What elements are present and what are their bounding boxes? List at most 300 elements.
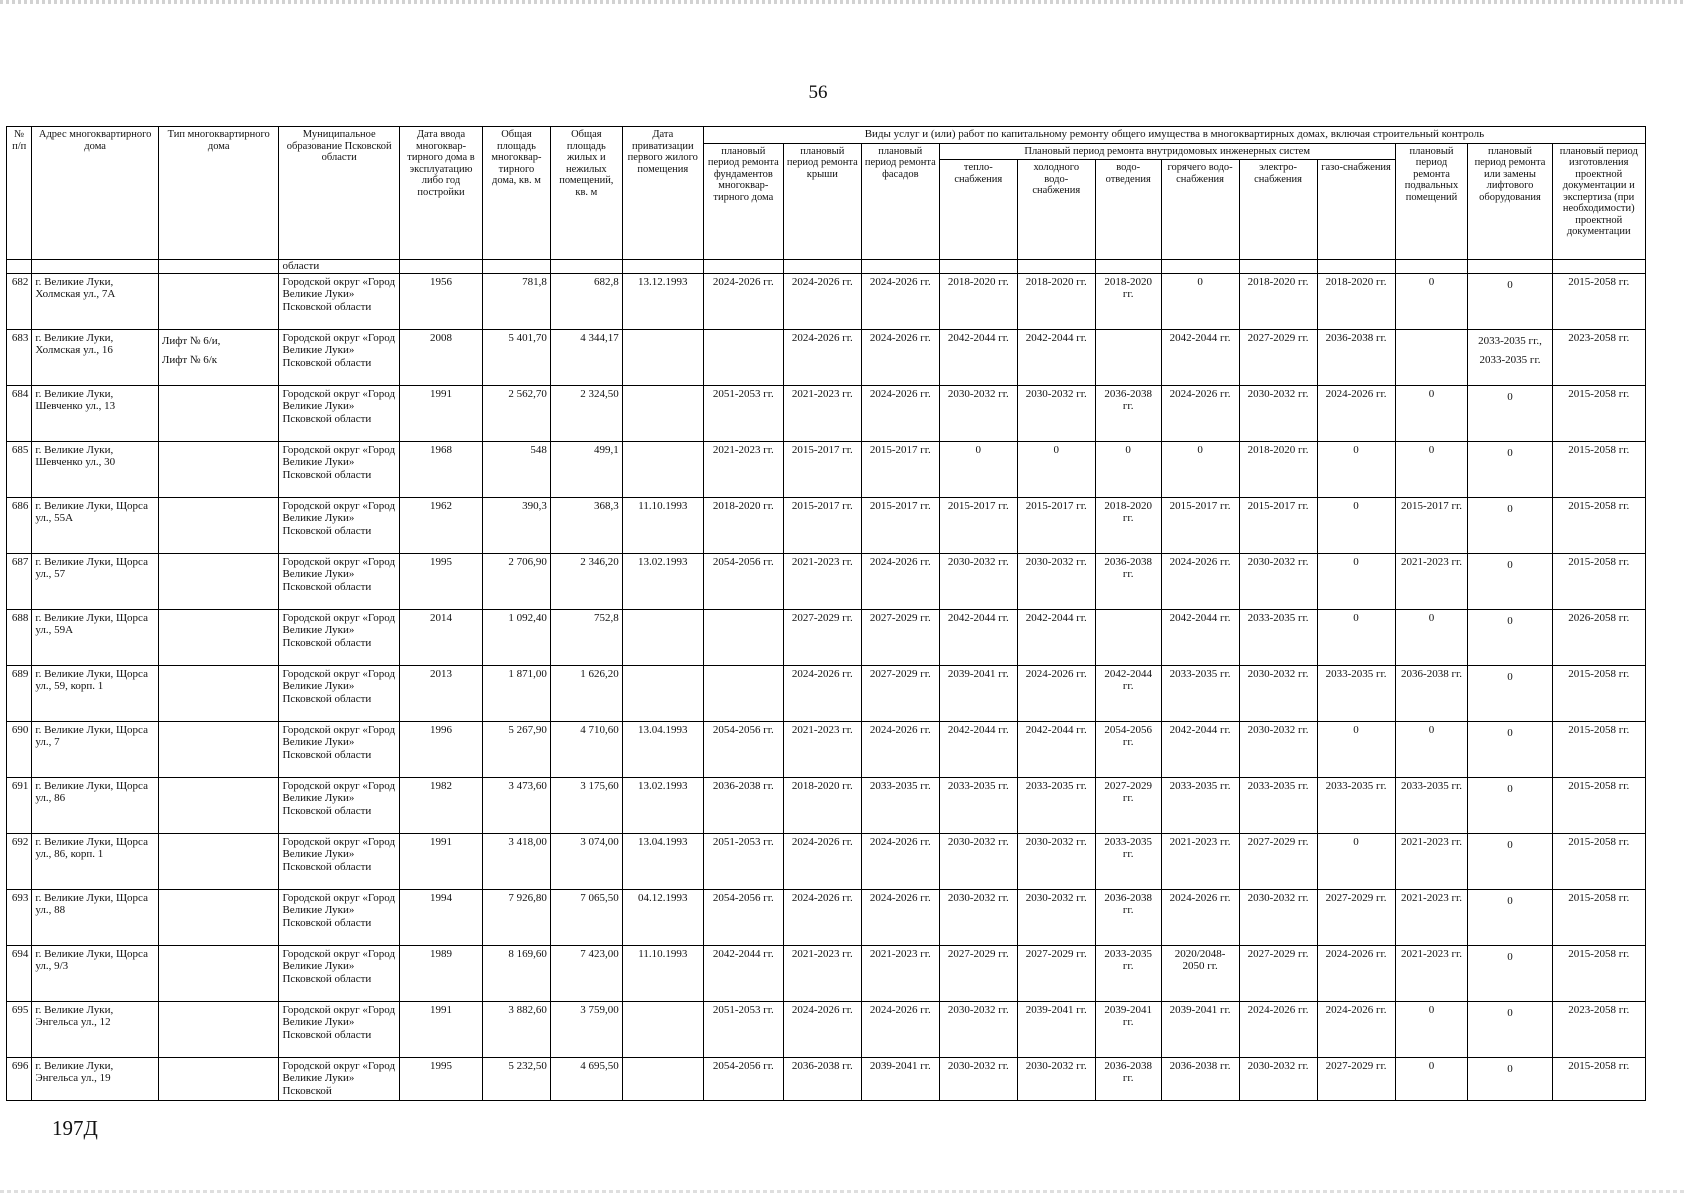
header-electric: электро-снабжения <box>1239 160 1317 260</box>
cell-year: 2014 <box>399 609 482 665</box>
cell-foundation: 2036-2038 гг. <box>703 777 783 833</box>
cell-foundation <box>703 665 783 721</box>
cell-total-area: 5 401,70 <box>483 329 551 385</box>
cell-gas: 2027-2029 гг. <box>1317 889 1395 945</box>
cell-basement: 0 <box>1395 273 1468 329</box>
cell-privatization-date <box>622 385 703 441</box>
cell-municipality: Городской округ «Город Великие Луки» Псковской области <box>279 553 400 609</box>
cell-roof: 2024-2026 гг. <box>783 329 861 385</box>
continuation-row <box>7 260 1646 274</box>
cell-address: г. Великие Луки, Холмская ул., 16 <box>32 329 159 385</box>
cell-electric: 2033-2035 гг. <box>1239 777 1317 833</box>
cell-roof: 2015-2017 гг. <box>783 497 861 553</box>
cell-municipality: Городской округ «Город Великие Луки» Псковской области <box>279 777 400 833</box>
table-row <box>7 609 1646 665</box>
cell-privatization-date: 11.10.1993 <box>622 945 703 1001</box>
table-row <box>7 665 1646 721</box>
cell-hot-water: 2024-2026 гг. <box>1161 553 1239 609</box>
table-row <box>7 721 1646 777</box>
cell-roof: 2018-2020 гг. <box>783 777 861 833</box>
cell-facade: 2024-2026 гг. <box>861 329 939 385</box>
cell-facade: 2024-2026 гг. <box>861 721 939 777</box>
cell-heat: 2030-2032 гг. <box>939 1001 1017 1057</box>
cell-gas: 2027-2029 гг. <box>1317 1057 1395 1100</box>
header-cold-water: холодного водо-снабжения <box>1017 160 1095 260</box>
cell-elevator-line: 0 <box>1507 446 1513 459</box>
cell-roof: 2027-2029 гг. <box>783 609 861 665</box>
header-living-area: Общая площадь жилых и нежилых помещений, кв. м <box>550 127 622 260</box>
cell-roof: 2021-2023 гг. <box>783 721 861 777</box>
header-gas: газо-снабжения <box>1317 160 1395 260</box>
cell-address: г. Великие Луки, Энгельса ул., 19 <box>32 1057 159 1100</box>
cell-year: 1991 <box>399 833 482 889</box>
cell-total-area: 1 092,40 <box>483 609 551 665</box>
cell-num: 690 <box>7 721 32 777</box>
cell-cold-water: 2027-2029 гг. <box>1017 945 1095 1001</box>
cell-num: 692 <box>7 833 32 889</box>
cell-electric: 2030-2032 гг. <box>1239 385 1317 441</box>
cell-design-docs: 2015-2058 гг. <box>1552 665 1645 721</box>
cell-hot-water: 2042-2044 гг. <box>1161 329 1239 385</box>
cell-electric: 2027-2029 гг. <box>1239 945 1317 1001</box>
cell-sewer: 2018-2020 гг. <box>1095 273 1161 329</box>
cell-total-area: 8 169,60 <box>483 945 551 1001</box>
cell-gas: 0 <box>1317 441 1395 497</box>
cell-elevator-line: 0 <box>1507 670 1513 683</box>
cell-facade: 2024-2026 гг. <box>861 385 939 441</box>
cell-address: г. Великие Луки, Щорса ул., 86, корп. 1 <box>32 833 159 889</box>
cell-type <box>158 329 279 385</box>
cell-municipality: Городской округ «Город Великие Луки» Псковской области <box>279 441 400 497</box>
cell-electric: 2018-2020 гг. <box>1239 273 1317 329</box>
cell-elevator <box>1468 945 1552 1001</box>
cell-num: 695 <box>7 1001 32 1057</box>
cell-privatization-date: 13.12.1993 <box>622 273 703 329</box>
cell-elevator-line: 0 <box>1507 950 1513 963</box>
table-row <box>7 833 1646 889</box>
cell-privatization-date <box>622 1001 703 1057</box>
cell-hot-water: 2042-2044 гг. <box>1161 721 1239 777</box>
cell-hot-water: 2024-2026 гг. <box>1161 385 1239 441</box>
cell-year: 1995 <box>399 1057 482 1100</box>
cell-sewer: 2036-2038 гг. <box>1095 385 1161 441</box>
header-systems-group: Плановый период ремонта внутридомовых инженерных систем <box>939 143 1395 160</box>
scan-edge-top <box>0 0 1686 4</box>
cell-foundation: 2054-2056 гг. <box>703 889 783 945</box>
cell-roof: 2015-2017 гг. <box>783 441 861 497</box>
cell-gas: 2024-2026 гг. <box>1317 1001 1395 1057</box>
cell-foundation: 2054-2056 гг. <box>703 721 783 777</box>
cell-sewer: 2036-2038 гг. <box>1095 889 1161 945</box>
cell-gas: 0 <box>1317 833 1395 889</box>
cell-facade: 2024-2026 гг. <box>861 889 939 945</box>
cell-heat: 2042-2044 гг. <box>939 721 1017 777</box>
cell-municipality: Городской округ «Город Великие Луки» Псковской области <box>279 497 400 553</box>
table-row <box>7 1001 1646 1057</box>
cell-elevator-line: 0 <box>1507 558 1513 571</box>
cell-facade: 2021-2023 гг. <box>861 945 939 1001</box>
cell-electric: 2033-2035 гг. <box>1239 609 1317 665</box>
cell-hot-water: 2021-2023 гг. <box>1161 833 1239 889</box>
cell-basement: 0 <box>1395 441 1468 497</box>
cell-living-area: 2 324,50 <box>550 385 622 441</box>
cell-facade: 2027-2029 гг. <box>861 665 939 721</box>
cell-cold-water: 2039-2041 гг. <box>1017 1001 1095 1057</box>
header-sewer: водо-отведения <box>1095 160 1161 260</box>
header-total-area: Общая площадь многоквар-тирного дома, кв. м <box>483 127 551 260</box>
cell-elevator-line: 0 <box>1507 278 1513 291</box>
cell-heat: 2030-2032 гг. <box>939 385 1017 441</box>
cell-hot-water: 2039-2041 гг. <box>1161 1001 1239 1057</box>
cell-num: 691 <box>7 777 32 833</box>
cell-electric: 2030-2032 гг. <box>1239 721 1317 777</box>
cell-type <box>158 609 279 665</box>
cell-cold-water: 2033-2035 гг. <box>1017 777 1095 833</box>
cell-living-area: 7 065,50 <box>550 889 622 945</box>
cell-address: г. Великие Луки, Шевченко ул., 13 <box>32 385 159 441</box>
cell-total-area: 3 418,00 <box>483 833 551 889</box>
cell-living-area: 4 695,50 <box>550 1057 622 1100</box>
cell-type <box>158 441 279 497</box>
cell-year: 1956 <box>399 273 482 329</box>
cell-roof: 2036-2038 гг. <box>783 1057 861 1100</box>
cell-electric: 2027-2029 гг. <box>1239 329 1317 385</box>
cell-living-area: 3 074,00 <box>550 833 622 889</box>
cell-roof: 2024-2026 гг. <box>783 1001 861 1057</box>
cell-elevator <box>1468 889 1552 945</box>
cell-cold-water: 2030-2032 гг. <box>1017 1057 1095 1100</box>
cell-foundation: 2051-2053 гг. <box>703 833 783 889</box>
cell-elevator <box>1468 273 1552 329</box>
cell-design-docs: 2015-2058 гг. <box>1552 441 1645 497</box>
cell-foundation: 2042-2044 гг. <box>703 945 783 1001</box>
cell-hot-water: 2024-2026 гг. <box>1161 889 1239 945</box>
header-foundation: плановый период ремонта фундаментов многоквар-тирного дома <box>703 143 783 260</box>
cell-type <box>158 385 279 441</box>
cell-facade: 2024-2026 гг. <box>861 1001 939 1057</box>
cell-gas: 2036-2038 гг. <box>1317 329 1395 385</box>
cell-municipality: Городской округ «Город Великие Луки» Псковской области <box>279 1001 400 1057</box>
cell-cold-water: 2018-2020 гг. <box>1017 273 1095 329</box>
cell-elevator-line: 0 <box>1507 894 1513 907</box>
cell-foundation: 2018-2020 гг. <box>703 497 783 553</box>
cell-elevator-line: 0 <box>1507 838 1513 851</box>
cell-design-docs: 2023-2058 гг. <box>1552 329 1645 385</box>
cell-living-area: 4 710,60 <box>550 721 622 777</box>
cell-sewer: 2033-2035 гг. <box>1095 945 1161 1001</box>
cell-hot-water: 2033-2035 гг. <box>1161 665 1239 721</box>
cell-heat: 2030-2032 гг. <box>939 889 1017 945</box>
cell-electric: 2024-2026 гг. <box>1239 1001 1317 1057</box>
page-code: 197Д <box>52 1116 98 1140</box>
table-row <box>7 441 1646 497</box>
cell-elevator <box>1468 329 1552 385</box>
cell-elevator <box>1468 1057 1552 1100</box>
cell-address: г. Великие Луки, Шевченко ул., 30 <box>32 441 159 497</box>
cell-sewer: 2054-2056 гг. <box>1095 721 1161 777</box>
cell-electric: 2030-2032 гг. <box>1239 1057 1317 1100</box>
cell-design-docs: 2026-2058 гг. <box>1552 609 1645 665</box>
cell-basement: 2036-2038 гг. <box>1395 665 1468 721</box>
cell-elevator <box>1468 441 1552 497</box>
cell-gas: 2024-2026 гг. <box>1317 945 1395 1001</box>
header-works-group: Виды услуг и (или) работ по капитальному ремонту общего имущества в многоквартирных домах, включая строительный контроль <box>703 127 1645 144</box>
cell-num: 685 <box>7 441 32 497</box>
cell-elevator-line: 0 <box>1507 726 1513 739</box>
cell-elevator-line: 0 <box>1507 502 1513 515</box>
cell-year: 1996 <box>399 721 482 777</box>
cell-elevator-line: 0 <box>1507 782 1513 795</box>
cell-cold-water: 2042-2044 гг. <box>1017 329 1095 385</box>
cell-type <box>158 1057 279 1100</box>
cell-heat: 2039-2041 гг. <box>939 665 1017 721</box>
cell-elevator-line: 2033-2035 гг. <box>1479 353 1541 366</box>
cell-elevator <box>1468 665 1552 721</box>
cell-design-docs: 2015-2058 гг. <box>1552 1057 1645 1100</box>
cell-privatization-date: 13.02.1993 <box>622 777 703 833</box>
cell-cold-water: 2030-2032 гг. <box>1017 889 1095 945</box>
cell-design-docs: 2015-2058 гг. <box>1552 833 1645 889</box>
cell-design-docs: 2015-2058 гг. <box>1552 553 1645 609</box>
cell-type <box>158 497 279 553</box>
header-municipality: Муниципальное образование Псковской области <box>279 127 400 260</box>
cell-address: г. Великие Луки, Щорса ул., 88 <box>32 889 159 945</box>
cell-heat: 2042-2044 гг. <box>939 609 1017 665</box>
cell-living-area: 4 344,17 <box>550 329 622 385</box>
cell-basement: 0 <box>1395 1001 1468 1057</box>
cell-sewer <box>1095 609 1161 665</box>
cell-design-docs: 2015-2058 гг. <box>1552 721 1645 777</box>
continuation-text: области <box>279 260 400 274</box>
cell-foundation: 2024-2026 гг. <box>703 273 783 329</box>
cell-basement: 2015-2017 гг. <box>1395 497 1468 553</box>
cell-hot-water: 0 <box>1161 441 1239 497</box>
cell-foundation: 2054-2056 гг. <box>703 1057 783 1100</box>
scan-edge-bottom <box>0 1190 1686 1193</box>
cell-hot-water: 0 <box>1161 273 1239 329</box>
cell-total-area: 5 267,90 <box>483 721 551 777</box>
cell-year: 1962 <box>399 497 482 553</box>
cell-gas: 0 <box>1317 609 1395 665</box>
cell-sewer: 0 <box>1095 441 1161 497</box>
cell-cold-water: 2015-2017 гг. <box>1017 497 1095 553</box>
cell-type <box>158 777 279 833</box>
header-num: № п/п <box>7 127 32 260</box>
cell-privatization-date <box>622 665 703 721</box>
cell-sewer: 2042-2044 гг. <box>1095 665 1161 721</box>
table-body <box>7 260 1646 1101</box>
cell-heat: 2030-2032 гг. <box>939 1057 1017 1100</box>
cell-type <box>158 273 279 329</box>
table-row <box>7 889 1646 945</box>
table-row <box>7 945 1646 1001</box>
cell-basement: 2033-2035 гг. <box>1395 777 1468 833</box>
cell-num: 693 <box>7 889 32 945</box>
cell-elevator <box>1468 721 1552 777</box>
cell-facade: 2024-2026 гг. <box>861 833 939 889</box>
cell-cold-water: 0 <box>1017 441 1095 497</box>
cell-gas: 0 <box>1317 553 1395 609</box>
cell-year: 1995 <box>399 553 482 609</box>
cell-foundation <box>703 609 783 665</box>
cell-address: г. Великие Луки, Щорса ул., 9/3 <box>32 945 159 1001</box>
header-elevator: плановый период ремонта или замены лифтового оборудования <box>1468 143 1552 260</box>
cell-hot-water: 2015-2017 гг. <box>1161 497 1239 553</box>
header-heat: тепло-снабжения <box>939 160 1017 260</box>
cell-year: 2013 <box>399 665 482 721</box>
cell-year: 1991 <box>399 385 482 441</box>
table-header <box>7 127 1646 260</box>
cell-heat: 2030-2032 гг. <box>939 833 1017 889</box>
cell-cold-water: 2042-2044 гг. <box>1017 609 1095 665</box>
cell-year: 1982 <box>399 777 482 833</box>
table-row <box>7 1057 1646 1100</box>
cell-privatization-date: 13.02.1993 <box>622 553 703 609</box>
table-row <box>7 385 1646 441</box>
cell-address: г. Великие Луки, Щорса ул., 7 <box>32 721 159 777</box>
cell-basement: 2021-2023 гг. <box>1395 945 1468 1001</box>
cell-electric: 2018-2020 гг. <box>1239 441 1317 497</box>
cell-municipality: Городской округ «Город Великие Луки» Псковской <box>279 1057 400 1100</box>
header-address: Адрес многоквартирного дома <box>32 127 159 260</box>
cell-facade: 2033-2035 гг. <box>861 777 939 833</box>
cell-elevator <box>1468 553 1552 609</box>
cell-address: г. Великие Луки, Щорса ул., 59А <box>32 609 159 665</box>
cell-num: 684 <box>7 385 32 441</box>
cell-hot-water: 2042-2044 гг. <box>1161 609 1239 665</box>
cell-foundation <box>703 329 783 385</box>
cell-municipality: Городской округ «Город Великие Луки» Псковской области <box>279 665 400 721</box>
header-roof: плановый период ремонта крыши <box>783 143 861 260</box>
cell-address: г. Великие Луки, Щорса ул., 86 <box>32 777 159 833</box>
cell-privatization-date <box>622 609 703 665</box>
cell-municipality: Городской округ «Город Великие Луки» Псковской области <box>279 609 400 665</box>
cell-elevator-line: 0 <box>1507 1062 1513 1075</box>
cell-roof: 2021-2023 гг. <box>783 385 861 441</box>
capital-repair-table <box>6 126 1646 1101</box>
cell-type <box>158 665 279 721</box>
cell-foundation: 2021-2023 гг. <box>703 441 783 497</box>
cell-total-area: 3 473,60 <box>483 777 551 833</box>
cell-basement: 2021-2023 гг. <box>1395 553 1468 609</box>
cell-sewer: 2039-2041 гг. <box>1095 1001 1161 1057</box>
cell-type <box>158 721 279 777</box>
cell-elevator-line: 0 <box>1507 1006 1513 1019</box>
cell-total-area: 5 232,50 <box>483 1057 551 1100</box>
cell-municipality: Городской округ «Город Великие Луки» Псковской области <box>279 833 400 889</box>
cell-foundation: 2051-2053 гг. <box>703 385 783 441</box>
cell-privatization-date: 11.10.1993 <box>622 497 703 553</box>
header-privatization-date: Дата приватизации первого жилого помещения <box>622 127 703 260</box>
cell-type-line: Лифт № 6/и, <box>161 334 221 347</box>
cell-cold-water: 2030-2032 гг. <box>1017 833 1095 889</box>
cell-type <box>158 1001 279 1057</box>
cell-gas: 2018-2020 гг. <box>1317 273 1395 329</box>
cell-living-area: 3 175,60 <box>550 777 622 833</box>
cell-gas: 0 <box>1317 721 1395 777</box>
cell-hot-water: 2020/2048-2050 гг. <box>1161 945 1239 1001</box>
cell-elevator <box>1468 609 1552 665</box>
cell-basement: 0 <box>1395 721 1468 777</box>
cell-gas: 2033-2035 гг. <box>1317 665 1395 721</box>
cell-facade: 2039-2041 гг. <box>861 1057 939 1100</box>
header-design-docs: плановый период изготовления проектной документации и экспертиза (при необходимости) проектной документации <box>1552 143 1645 260</box>
cell-roof: 2024-2026 гг. <box>783 273 861 329</box>
cell-total-area: 390,3 <box>483 497 551 553</box>
cell-elevator-line: 0 <box>1507 390 1513 403</box>
cell-electric: 2030-2032 гг. <box>1239 889 1317 945</box>
cell-type <box>158 553 279 609</box>
cell-sewer: 2036-2038 гг. <box>1095 1057 1161 1100</box>
cell-total-area: 1 871,00 <box>483 665 551 721</box>
cell-address: г. Великие Луки, Холмская ул., 7А <box>32 273 159 329</box>
cell-roof: 2024-2026 гг. <box>783 833 861 889</box>
cell-foundation: 2051-2053 гг. <box>703 1001 783 1057</box>
cell-elevator <box>1468 497 1552 553</box>
cell-roof: 2021-2023 гг. <box>783 945 861 1001</box>
cell-roof: 2024-2026 гг. <box>783 665 861 721</box>
cell-gas: 0 <box>1317 497 1395 553</box>
cell-num: 696 <box>7 1057 32 1100</box>
cell-year: 1968 <box>399 441 482 497</box>
cell-num: 687 <box>7 553 32 609</box>
cell-privatization-date: 04.12.1993 <box>622 889 703 945</box>
cell-roof: 2021-2023 гг. <box>783 553 861 609</box>
cell-design-docs: 2015-2058 гг. <box>1552 385 1645 441</box>
cell-heat: 2018-2020 гг. <box>939 273 1017 329</box>
cell-total-area: 2 562,70 <box>483 385 551 441</box>
cell-electric: 2015-2017 гг. <box>1239 497 1317 553</box>
cell-heat: 0 <box>939 441 1017 497</box>
cell-privatization-date: 13.04.1993 <box>622 833 703 889</box>
cell-cold-water: 2030-2032 гг. <box>1017 385 1095 441</box>
cell-elevator <box>1468 833 1552 889</box>
cell-year: 1989 <box>399 945 482 1001</box>
cell-heat: 2015-2017 гг. <box>939 497 1017 553</box>
cell-privatization-date <box>622 329 703 385</box>
header-facade: плановый период ремонта фасадов <box>861 143 939 260</box>
cell-design-docs: 2015-2058 гг. <box>1552 945 1645 1001</box>
cell-total-area: 781,8 <box>483 273 551 329</box>
cell-electric: 2030-2032 гг. <box>1239 553 1317 609</box>
cell-electric: 2027-2029 гг. <box>1239 833 1317 889</box>
cell-type <box>158 889 279 945</box>
cell-municipality: Городской округ «Город Великие Луки» Псковской области <box>279 329 400 385</box>
cell-hot-water: 2033-2035 гг. <box>1161 777 1239 833</box>
cell-municipality: Городской округ «Город Великие Луки» Псковской области <box>279 721 400 777</box>
cell-basement: 0 <box>1395 385 1468 441</box>
cell-electric: 2030-2032 гг. <box>1239 665 1317 721</box>
cell-living-area: 368,3 <box>550 497 622 553</box>
cell-num: 686 <box>7 497 32 553</box>
cell-basement <box>1395 329 1468 385</box>
page-number: 56 <box>808 82 828 103</box>
cell-design-docs: 2015-2058 гг. <box>1552 777 1645 833</box>
cell-sewer: 2027-2029 гг. <box>1095 777 1161 833</box>
cell-basement: 0 <box>1395 609 1468 665</box>
cell-num: 683 <box>7 329 32 385</box>
cell-municipality: Городской округ «Город Великие Луки» Псковской области <box>279 945 400 1001</box>
cell-living-area: 7 423,00 <box>550 945 622 1001</box>
cell-municipality: Городской округ «Город Великие Луки» Псковской области <box>279 385 400 441</box>
cell-living-area: 1 626,20 <box>550 665 622 721</box>
cell-privatization-date <box>622 1057 703 1100</box>
cell-address: г. Великие Луки, Щорса ул., 57 <box>32 553 159 609</box>
cell-address: г. Великие Луки, Энгельса ул., 12 <box>32 1001 159 1057</box>
cell-elevator <box>1468 1001 1552 1057</box>
cell-total-area: 3 882,60 <box>483 1001 551 1057</box>
header-commission-date: Дата ввода многоквар-тирного дома в эксплуатацию либо год постройки <box>399 127 482 260</box>
